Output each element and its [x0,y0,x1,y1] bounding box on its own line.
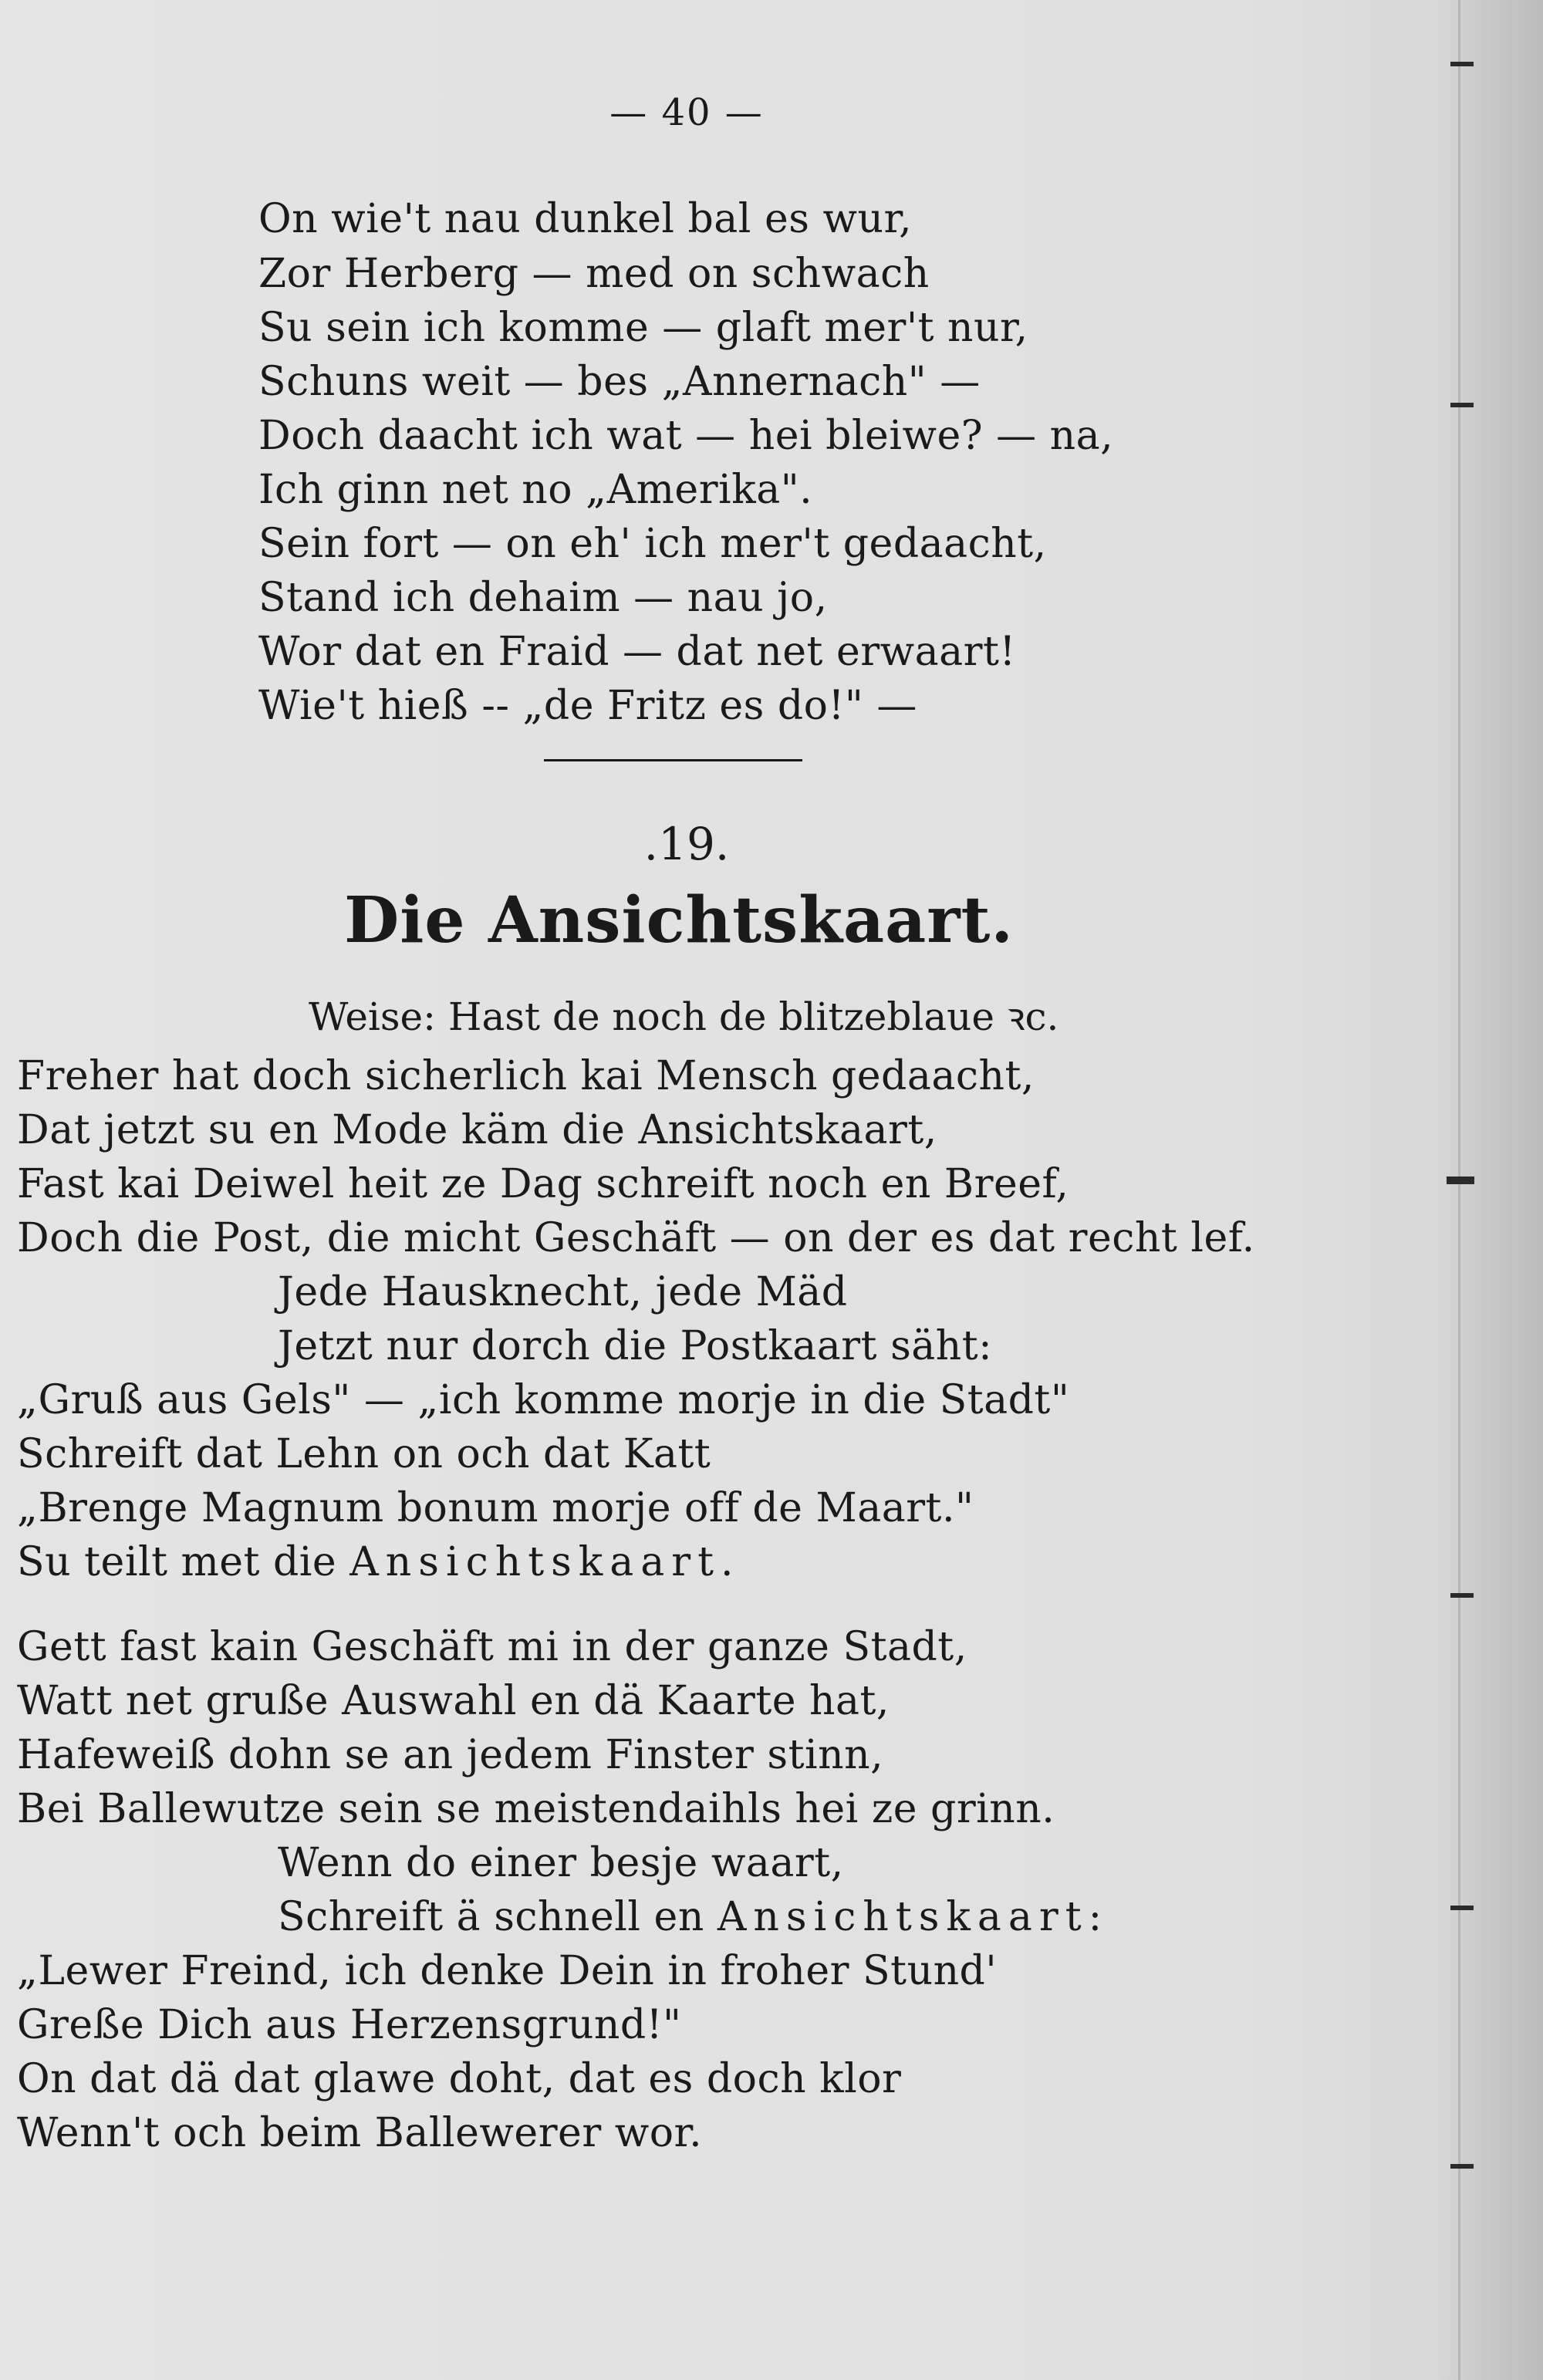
verse-line: Ich ginn net no „Amerika". [258,467,813,513]
verse-line: Wenn't och beim Ballewerer wor. [17,2110,703,2156]
section-title: Die Ansichtskaart. [344,883,1014,957]
verse-line: Zor Herberg — med on schwach [258,251,930,297]
verse-text: Su teilt met die [17,1539,350,1585]
verse-line: Stand ich dehaim — nau jo, [258,575,828,621]
verse-line: Doch die Post, die micht Geschäft — on der es dat recht lef. [17,1215,1255,1261]
verse-line: Sein fort — on eh' ich mer't gedaacht, [258,521,1047,567]
gutter-mark [1450,403,1474,407]
page-number: — 40 — [609,91,764,134]
verse-line: Greße Dich aus Herzensgrund!" [17,2002,682,2048]
verse-line: On dat dä dat glawe doht, dat es doch klor [17,2056,902,2102]
verse-line: Schuns weit — bes „Annernach" — [258,359,981,405]
verse-line: „Lewer Freind, ich denke Dein in froher Stund' [17,1948,998,1994]
section-divider [544,759,802,761]
verse-line: Doch daacht ich wat — hei bleiwe? — na, [258,413,1114,459]
verse-line: „Brenge Magnum bonum morje off de Maart." [17,1485,974,1531]
verse-line: Wor dat en Fraid — dat net erwaart! [258,629,1016,675]
verse-line: Jetzt nur dorch die Postkaart säht: [278,1323,993,1369]
verse-line: On wie't nau dunkel bal es wur, [258,196,913,242]
gutter-mark [1450,1593,1474,1598]
verse-line: Jede Hausknecht, jede Mäd [278,1269,848,1315]
verse-text: Schreift ä schnell en [278,1894,717,1940]
verse-line [278,1894,1109,1940]
gutter-mark [1447,1176,1474,1184]
gutter-mark [1450,1906,1474,1910]
verse-line: „Gruß aus Gels" — „ich komme morje in die Stadt" [17,1377,1070,1423]
spaced-word: Ansichtskaart. [349,1539,741,1585]
verse-line: Schreift dat Lehn on och dat Katt [17,1431,711,1477]
verse-line: Gett fast kain Geschäft mi in der ganze Stadt, [17,1624,967,1670]
page-gutter [1458,0,1460,2380]
verse-line: Dat jetzt su en Mode käm die Ansichtskaart, [17,1107,937,1153]
verse-line: Bei Ballewutze sein se meistendaihls hei ze grinn. [17,1786,1055,1832]
verse-line [17,1539,741,1585]
spaced-word: Ansichtskaart: [717,1894,1109,1940]
verse-line: Watt net gruße Auswahl en dä Kaarte hat, [17,1678,890,1724]
melody-note: Weise: Hast de noch de blitzeblaue ꝛc. [309,994,1059,1039]
section-number: .19. [643,818,730,870]
verse-line: Hafeweiß dohn se an jedem Finster stinn, [17,1732,884,1778]
verse-line: Wenn do einer besje waart, [278,1840,844,1886]
verse-line: Su sein ich komme — glaft mer't nur, [258,305,1028,351]
verse-line: Freher hat doch sicherlich kai Mensch gedaacht, [17,1053,1035,1099]
verse-line: Fast kai Deiwel heit ze Dag schreift noch en Breef, [17,1161,1069,1207]
verse-line: Wie't hieß -- „de Fritz es do!" — [258,683,917,729]
gutter-mark [1450,62,1474,66]
gutter-mark [1450,2164,1474,2169]
